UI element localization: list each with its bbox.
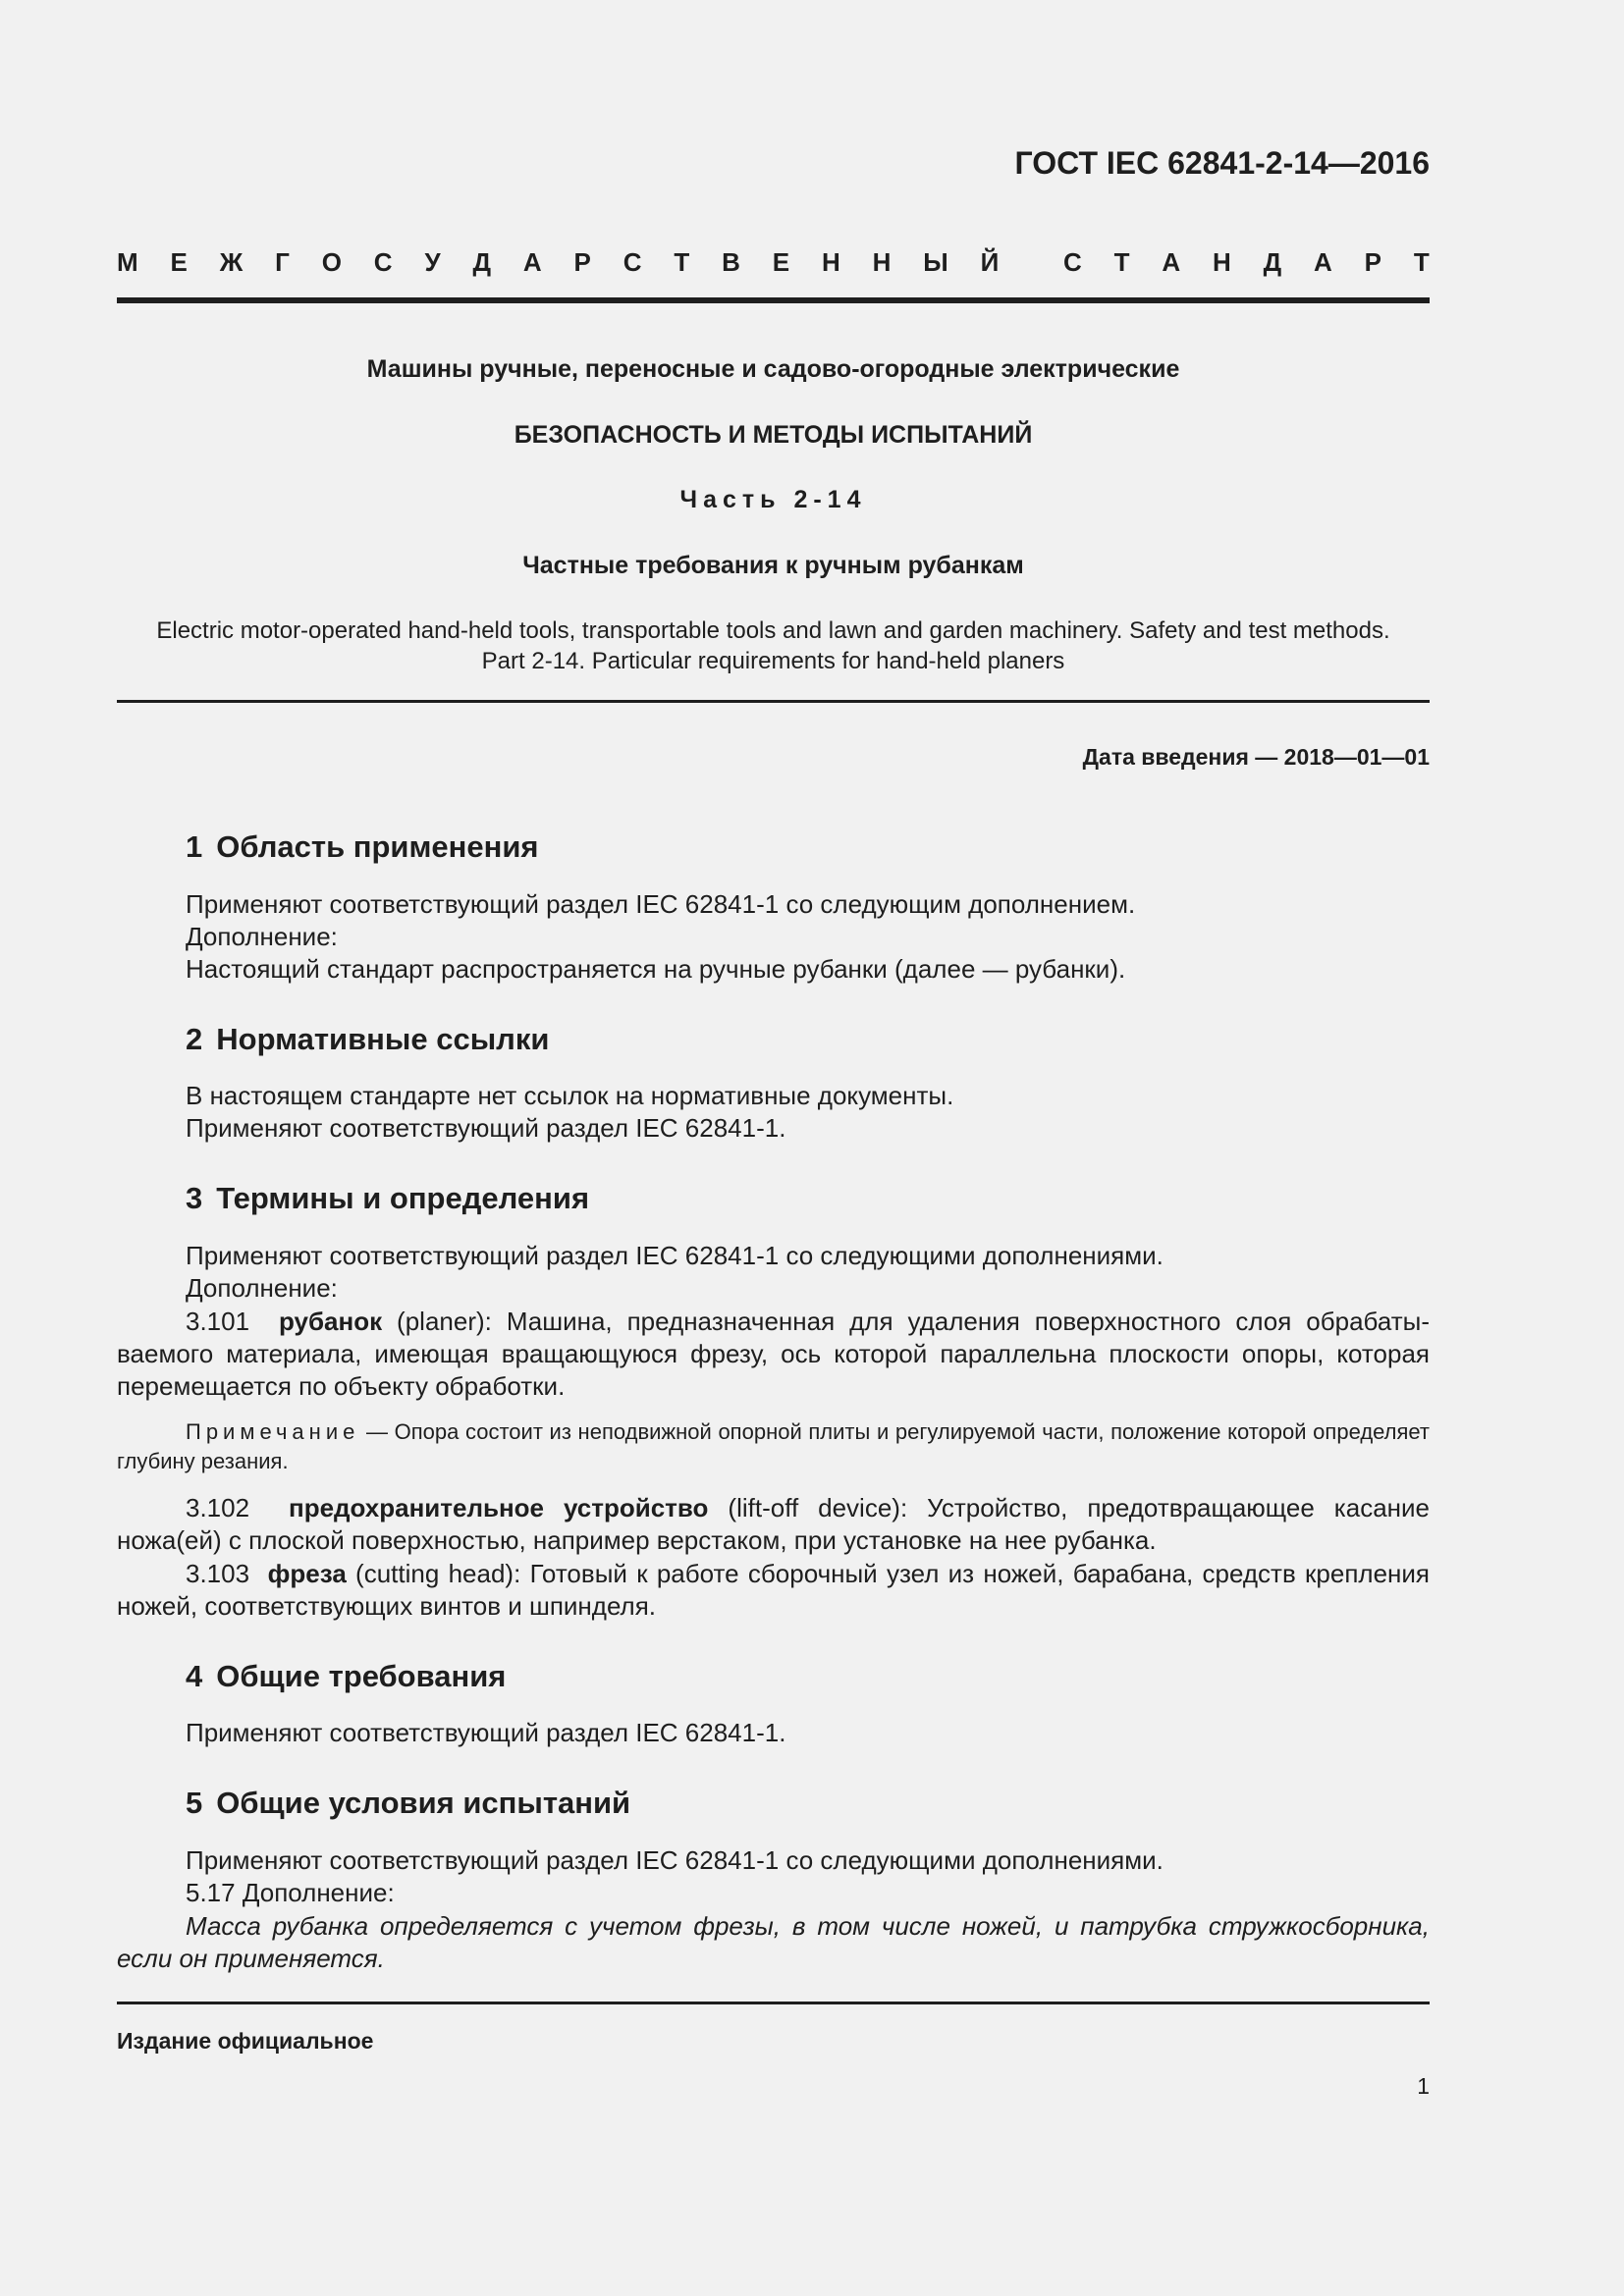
title-line-1: Машины ручные, переносные и садово-огородные электрические — [366, 355, 1180, 383]
banner-letter: У — [424, 247, 441, 277]
banner-letter: Й — [980, 247, 1000, 277]
paragraph: Дополнение: — [186, 922, 338, 951]
note-label: Примечание — [186, 1419, 360, 1444]
section-number: 2 — [186, 1022, 203, 1056]
term-definition: (lift-off device): Устройство, предотвращающее касание ножа(ей) с плоской поверхностью, например верстаком, при установке на нее рубанка. — [117, 1493, 1430, 1555]
footer-rule — [117, 2002, 1430, 2004]
paragraph: Применяют соответствующий раздел IEC 62841-1. — [186, 1113, 786, 1143]
banner-letter: Т — [1113, 247, 1130, 277]
banner-letter: А — [1314, 247, 1332, 277]
banner-letter: О — [321, 247, 342, 277]
banner-letter: А — [522, 247, 542, 277]
banner-letter: Т — [1413, 247, 1430, 277]
title-line-3: Частные требования к ручным рубанкам — [522, 552, 1024, 579]
english-title-2: Part 2-14. Particular requirements for hand-held planers — [481, 648, 1065, 674]
header-rule — [117, 297, 1430, 303]
standard-banner — [117, 245, 1430, 279]
section-title: Термины и определения — [216, 1181, 590, 1215]
paragraph: В настоящем стандарте нет ссылок на нормативные документы. — [186, 1081, 954, 1110]
title-rule — [117, 700, 1430, 703]
term-name: предохранительное устройство — [289, 1493, 709, 1522]
term-definition: (cutting head): Готовый к работе сборочный узел из ножей, барабана, средств крепления ножей, соответствующих винтов и шпинделя. — [117, 1559, 1431, 1621]
banner-letter: Д — [472, 247, 492, 277]
banner-letter: Н — [821, 247, 840, 277]
term-3-101 — [117, 1306, 1430, 1403]
section-2-heading — [186, 1022, 549, 1057]
section-number: 3 — [186, 1181, 203, 1215]
banner-letter: М — [117, 247, 138, 277]
paragraph: Применяют соответствующий раздел IEC 62841-1 со следующими дополнениями. — [186, 1241, 1164, 1270]
paragraph: Применяют соответствующий раздел IEC 62841-1 со следующими дополнениями. — [186, 1845, 1164, 1875]
banner-letter: Р — [1364, 247, 1382, 277]
section-3-heading — [186, 1181, 589, 1216]
banner-letter: Д — [1263, 247, 1282, 277]
banner-letter: Ж — [219, 247, 244, 277]
official-edition-label: Издание официальное — [117, 2028, 374, 2054]
note-text: — Опора состоит из неподвижной опорной плиты и регулируемой части, положение которой определяет глубину резания. — [117, 1419, 1430, 1473]
section-number: 4 — [186, 1659, 203, 1693]
paragraph: Дополнение: — [186, 1273, 338, 1303]
banner-letter: С — [623, 247, 642, 277]
term-number: 3.102 — [186, 1493, 250, 1522]
english-title-1: Electric motor-operated hand-held tools, transportable tools and lawn and garden machinery. Safety and test methods. — [156, 617, 1390, 644]
banner-letter: Т — [674, 247, 690, 277]
banner-letter: С — [1062, 247, 1082, 277]
paragraph: Настоящий стандарт распространяется на ручные рубанки (далее — рубанки). — [186, 954, 1126, 984]
banner-letter: Г — [275, 247, 290, 277]
section-title: Общие условия испытаний — [216, 1786, 631, 1820]
banner-letter: Н — [872, 247, 892, 277]
section-5-heading — [186, 1786, 630, 1821]
title-part: Часть 2-14 — [679, 486, 867, 513]
section-4-heading — [186, 1659, 506, 1694]
section-title: Нормативные ссылки — [216, 1022, 550, 1056]
paragraph: Применяют соответствующий раздел IEC 62841-1 со следующим дополнением. — [186, 889, 1136, 919]
paragraph-italic: Масса рубанка определяется с учетом фрезы, в том числе ножей, и патрубка стружкосборника, если он применяется. — [117, 1911, 1430, 1973]
note — [117, 1417, 1430, 1476]
section-1-heading — [186, 829, 539, 865]
banner-letter: Е — [772, 247, 790, 277]
term-definition: (planer): Машина, предназначенная для удаления поверхностного слоя обрабатываемого материала, имеющая вращающуюся фрезу, ось которой параллельна плоскости опоры, которая перемещается по объекту обработки. — [117, 1307, 1430, 1401]
term-number: 3.103 — [186, 1559, 250, 1588]
section-number: 5 — [186, 1786, 203, 1820]
section-number: 1 — [186, 829, 203, 864]
banner-letter: Ы — [923, 247, 948, 277]
banner-letter: Е — [170, 247, 188, 277]
banner-letter: А — [1162, 247, 1181, 277]
section-title: Область применения — [216, 829, 539, 864]
banner-letter: Р — [573, 247, 591, 277]
paragraph: Применяют соответствующий раздел IEC 62841-1. — [186, 1718, 786, 1747]
term-3-103 — [117, 1558, 1430, 1623]
page-number: 1 — [1417, 2073, 1430, 2099]
term-number: 3.101 — [186, 1307, 250, 1336]
introduction-date: Дата введения — 2018—01—01 — [1082, 744, 1430, 770]
term-3-102 — [117, 1492, 1430, 1557]
term-name: рубанок — [278, 1307, 383, 1336]
banner-letter: В — [722, 247, 740, 277]
banner-letter: Н — [1213, 247, 1231, 277]
term-name: фреза — [267, 1559, 347, 1588]
banner-letter: С — [373, 247, 393, 277]
document-code: ГОСТ IEC 62841-2-14—2016 — [1014, 145, 1430, 181]
section-title: Общие требования — [216, 1659, 507, 1693]
paragraph: 5.17 Дополнение: — [186, 1878, 395, 1907]
title-line-2: БЕЗОПАСНОСТЬ И МЕТОДЫ ИСПЫТАНИЙ — [514, 421, 1033, 449]
